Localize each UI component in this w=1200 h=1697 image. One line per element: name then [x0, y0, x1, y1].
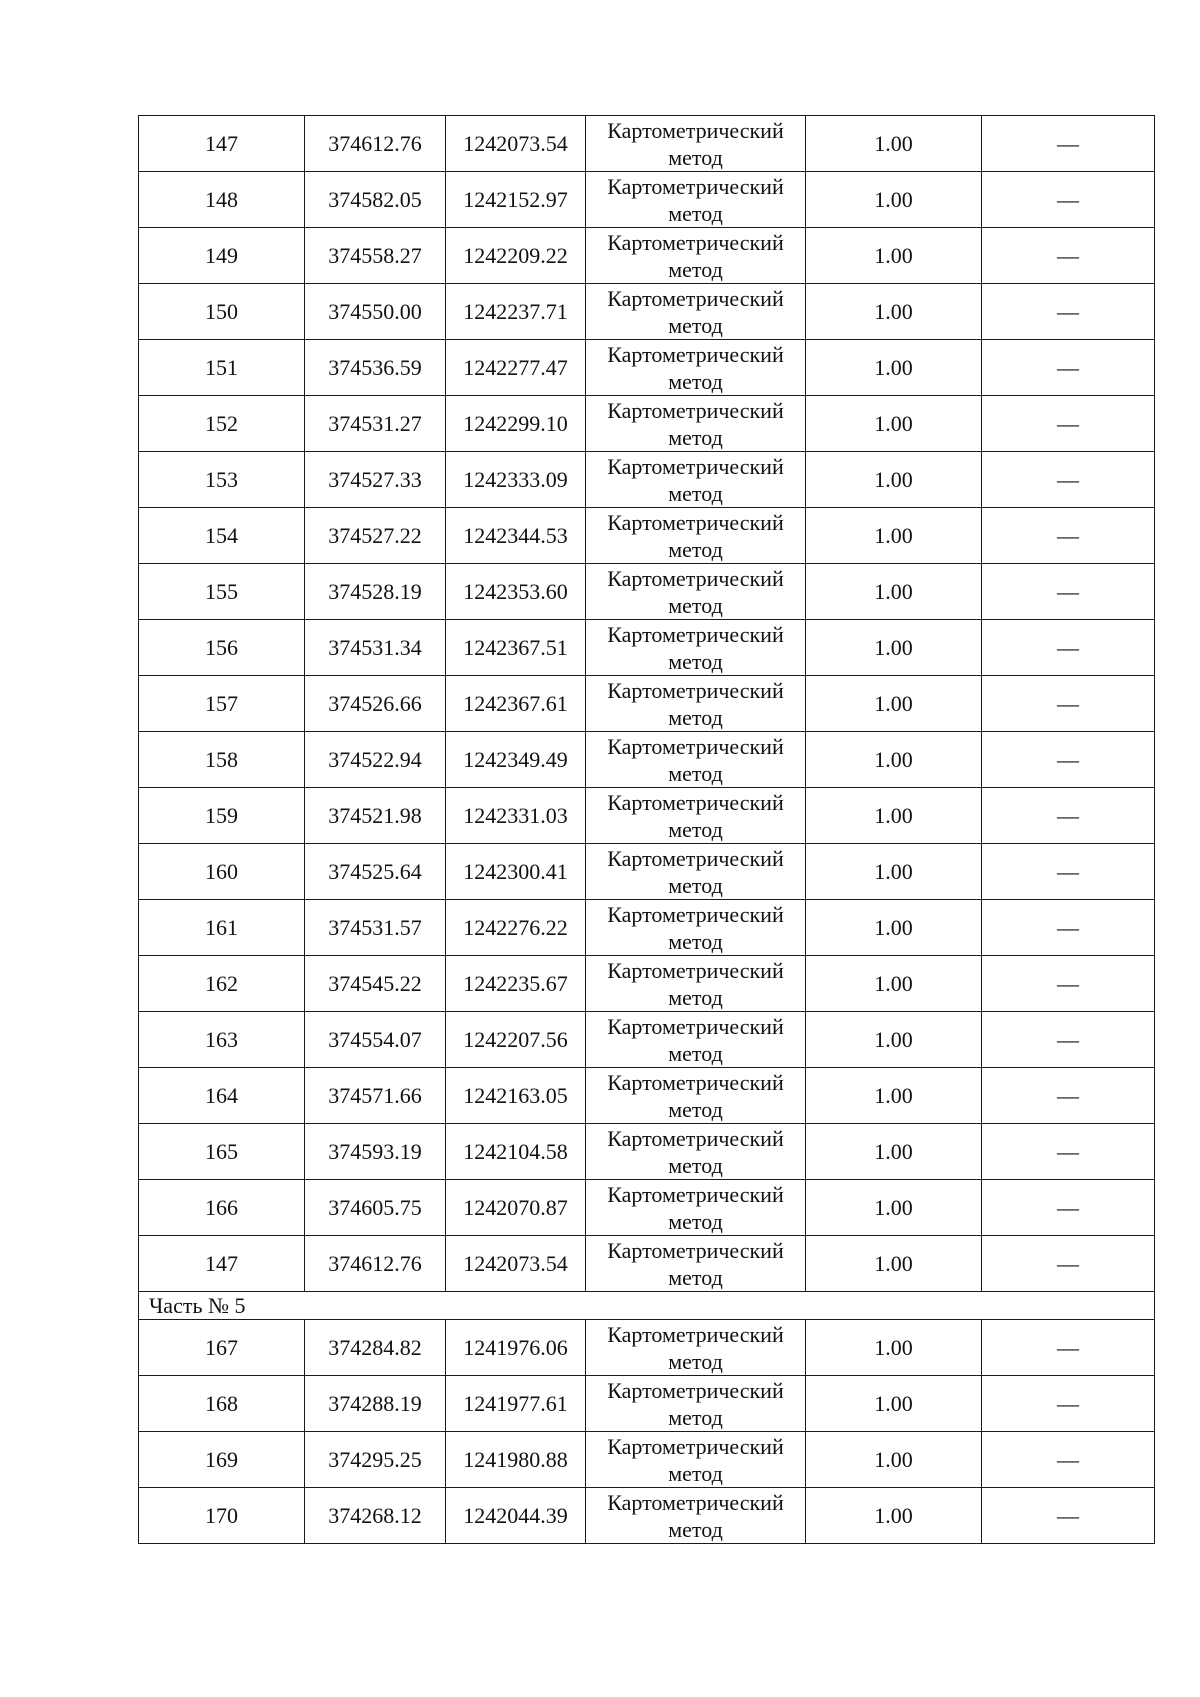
- accuracy-value: 1.00: [806, 956, 982, 1012]
- table-row: [139, 732, 1155, 788]
- coord-y: 1241980.88: [446, 1432, 586, 1488]
- description-dash: —: [982, 1236, 1155, 1292]
- method-cell: [586, 1180, 806, 1236]
- table-row: [139, 228, 1155, 284]
- accuracy-value: 1.00: [806, 900, 982, 956]
- description-dash: —: [982, 340, 1155, 396]
- coord-x: 374593.19: [305, 1124, 446, 1180]
- method-line1: Картометрический: [607, 1125, 784, 1151]
- method-line1: Картометрический: [607, 1013, 784, 1039]
- table-row: [139, 396, 1155, 452]
- table-body-part-4: [139, 116, 1155, 1292]
- method-line1: Картометрический: [607, 1181, 784, 1207]
- method-line2: метод: [668, 872, 723, 898]
- table-row: [139, 564, 1155, 620]
- method-line1: Картометрический: [607, 789, 784, 815]
- coord-x: 374526.66: [305, 676, 446, 732]
- table-row: [139, 1012, 1155, 1068]
- coord-y: 1242237.71: [446, 284, 586, 340]
- point-number: 154: [139, 508, 305, 564]
- coord-x: 374536.59: [305, 340, 446, 396]
- table-row: [139, 676, 1155, 732]
- accuracy-value: 1.00: [806, 788, 982, 844]
- point-number: 150: [139, 284, 305, 340]
- method-line1: Картометрический: [607, 285, 784, 311]
- coord-y: 1242235.67: [446, 956, 586, 1012]
- accuracy-value: 1.00: [806, 228, 982, 284]
- point-number: 149: [139, 228, 305, 284]
- method-line2: метод: [668, 1460, 723, 1486]
- table-row: [139, 788, 1155, 844]
- method-line2: метод: [668, 256, 723, 282]
- coord-y: 1242333.09: [446, 452, 586, 508]
- method-cell: [586, 564, 806, 620]
- coord-y: 1242353.60: [446, 564, 586, 620]
- method-line1: Картометрический: [607, 677, 784, 703]
- method-line1: Картометрический: [607, 621, 784, 647]
- description-dash: —: [982, 900, 1155, 956]
- point-number: 167: [139, 1320, 305, 1376]
- method-line2: метод: [668, 1348, 723, 1374]
- table-row: [139, 844, 1155, 900]
- description-dash: —: [982, 228, 1155, 284]
- method-line1: Картометрический: [607, 397, 784, 423]
- description-dash: —: [982, 564, 1155, 620]
- method-line2: метод: [668, 200, 723, 226]
- accuracy-value: 1.00: [806, 732, 982, 788]
- accuracy-value: 1.00: [806, 676, 982, 732]
- method-line1: Картометрический: [607, 1069, 784, 1095]
- coord-x: 374531.57: [305, 900, 446, 956]
- accuracy-value: 1.00: [806, 564, 982, 620]
- method-cell: [586, 1236, 806, 1292]
- table-row: [139, 116, 1155, 172]
- method-line2: метод: [668, 648, 723, 674]
- section-header-body: [139, 1292, 1155, 1320]
- description-dash: —: [982, 1068, 1155, 1124]
- method-cell: [586, 676, 806, 732]
- description-dash: —: [982, 1012, 1155, 1068]
- description-dash: —: [982, 1320, 1155, 1376]
- table-body-part-5: [139, 1320, 1155, 1544]
- coord-x: 374521.98: [305, 788, 446, 844]
- coord-y: 1242276.22: [446, 900, 586, 956]
- description-dash: —: [982, 956, 1155, 1012]
- method-line2: метод: [668, 480, 723, 506]
- method-line1: Картометрический: [607, 1237, 784, 1263]
- method-cell: [586, 284, 806, 340]
- description-dash: —: [982, 116, 1155, 172]
- method-line2: метод: [668, 144, 723, 170]
- accuracy-value: 1.00: [806, 1068, 982, 1124]
- point-number: 165: [139, 1124, 305, 1180]
- coord-x: 374284.82: [305, 1320, 446, 1376]
- coord-y: 1242367.61: [446, 676, 586, 732]
- method-cell: [586, 1488, 806, 1544]
- table-row: [139, 508, 1155, 564]
- method-line1: Картометрический: [607, 1489, 784, 1515]
- point-number: 152: [139, 396, 305, 452]
- point-number: 151: [139, 340, 305, 396]
- coord-x: 374550.00: [305, 284, 446, 340]
- coord-x: 374528.19: [305, 564, 446, 620]
- method-line1: Картометрический: [607, 173, 784, 199]
- table-row: [139, 1068, 1155, 1124]
- table-row: [139, 1180, 1155, 1236]
- point-number: 155: [139, 564, 305, 620]
- description-dash: —: [982, 1432, 1155, 1488]
- accuracy-value: 1.00: [806, 172, 982, 228]
- accuracy-value: 1.00: [806, 1124, 982, 1180]
- accuracy-value: 1.00: [806, 1012, 982, 1068]
- method-line1: Картометрический: [607, 957, 784, 983]
- coord-y: 1242299.10: [446, 396, 586, 452]
- description-dash: —: [982, 1376, 1155, 1432]
- accuracy-value: 1.00: [806, 116, 982, 172]
- method-line1: Картометрический: [607, 845, 784, 871]
- method-line1: Картометрический: [607, 901, 784, 927]
- point-number: 153: [139, 452, 305, 508]
- table-row: [139, 172, 1155, 228]
- description-dash: —: [982, 396, 1155, 452]
- accuracy-value: 1.00: [806, 284, 982, 340]
- description-dash: —: [982, 788, 1155, 844]
- method-cell: [586, 172, 806, 228]
- point-number: 168: [139, 1376, 305, 1432]
- coord-x: 374527.33: [305, 452, 446, 508]
- method-cell: [586, 844, 806, 900]
- method-cell: [586, 1068, 806, 1124]
- method-cell: [586, 1124, 806, 1180]
- method-cell: [586, 956, 806, 1012]
- coord-y: 1241977.61: [446, 1376, 586, 1432]
- method-line2: метод: [668, 816, 723, 842]
- point-number: 147: [139, 1236, 305, 1292]
- method-line2: метод: [668, 312, 723, 338]
- method-cell: [586, 788, 806, 844]
- method-line1: Картометрический: [607, 1433, 784, 1459]
- coord-y: 1242070.87: [446, 1180, 586, 1236]
- description-dash: —: [982, 620, 1155, 676]
- table-row: [139, 452, 1155, 508]
- coord-x: 374288.19: [305, 1376, 446, 1432]
- description-dash: —: [982, 172, 1155, 228]
- coord-x: 374522.94: [305, 732, 446, 788]
- point-number: 160: [139, 844, 305, 900]
- coord-x: 374612.76: [305, 116, 446, 172]
- accuracy-value: 1.00: [806, 1488, 982, 1544]
- coord-y: 1242044.39: [446, 1488, 586, 1544]
- method-line1: Картометрический: [607, 341, 784, 367]
- description-dash: —: [982, 844, 1155, 900]
- point-number: 162: [139, 956, 305, 1012]
- coord-y: 1242163.05: [446, 1068, 586, 1124]
- method-line2: метод: [668, 1516, 723, 1542]
- method-line1: Картометрический: [607, 1321, 784, 1347]
- point-number: 158: [139, 732, 305, 788]
- method-line2: метод: [668, 704, 723, 730]
- description-dash: —: [982, 1124, 1155, 1180]
- method-cell: [586, 1320, 806, 1376]
- description-dash: —: [982, 1180, 1155, 1236]
- method-line1: Картометрический: [607, 117, 784, 143]
- table-row: [139, 1320, 1155, 1376]
- section-row: [139, 1292, 1155, 1320]
- method-line1: Картометрический: [607, 565, 784, 591]
- coord-y: 1242152.97: [446, 172, 586, 228]
- coord-y: 1242104.58: [446, 1124, 586, 1180]
- point-number: 161: [139, 900, 305, 956]
- coord-x: 374531.34: [305, 620, 446, 676]
- method-line2: метод: [668, 984, 723, 1010]
- point-number: 147: [139, 116, 305, 172]
- table-row: [139, 956, 1155, 1012]
- table-row: [139, 900, 1155, 956]
- method-cell: [586, 732, 806, 788]
- coord-x: 374554.07: [305, 1012, 446, 1068]
- method-cell: [586, 452, 806, 508]
- coord-y: 1242349.49: [446, 732, 586, 788]
- method-line2: метод: [668, 1208, 723, 1234]
- point-number: 157: [139, 676, 305, 732]
- table-row: [139, 1124, 1155, 1180]
- method-cell: [586, 340, 806, 396]
- method-line2: метод: [668, 1040, 723, 1066]
- method-line2: метод: [668, 760, 723, 786]
- accuracy-value: 1.00: [806, 508, 982, 564]
- coord-x: 374527.22: [305, 508, 446, 564]
- coord-y: 1242331.03: [446, 788, 586, 844]
- method-cell: [586, 116, 806, 172]
- description-dash: —: [982, 1488, 1155, 1544]
- method-line2: метод: [668, 1152, 723, 1178]
- method-cell: [586, 396, 806, 452]
- table-row: [139, 1376, 1155, 1432]
- method-cell: [586, 1432, 806, 1488]
- method-line2: метод: [668, 1404, 723, 1430]
- coord-x: 374612.76: [305, 1236, 446, 1292]
- method-cell: [586, 1012, 806, 1068]
- accuracy-value: 1.00: [806, 1376, 982, 1432]
- point-number: 169: [139, 1432, 305, 1488]
- point-number: 166: [139, 1180, 305, 1236]
- coord-y: 1242207.56: [446, 1012, 586, 1068]
- table-row: [139, 284, 1155, 340]
- table-row: [139, 340, 1155, 396]
- accuracy-value: 1.00: [806, 340, 982, 396]
- accuracy-value: 1.00: [806, 396, 982, 452]
- coord-x: 374525.64: [305, 844, 446, 900]
- method-line2: метод: [668, 592, 723, 618]
- table-row: [139, 1432, 1155, 1488]
- point-number: 164: [139, 1068, 305, 1124]
- coord-x: 374582.05: [305, 172, 446, 228]
- point-number: 170: [139, 1488, 305, 1544]
- section-title: Часть № 5: [139, 1292, 1155, 1320]
- accuracy-value: 1.00: [806, 1236, 982, 1292]
- method-line1: Картометрический: [607, 453, 784, 479]
- method-cell: [586, 508, 806, 564]
- accuracy-value: 1.00: [806, 1180, 982, 1236]
- method-cell: [586, 900, 806, 956]
- coord-x: 374268.12: [305, 1488, 446, 1544]
- method-line2: метод: [668, 928, 723, 954]
- coord-y: 1241976.06: [446, 1320, 586, 1376]
- method-cell: [586, 228, 806, 284]
- point-number: 156: [139, 620, 305, 676]
- method-line2: метод: [668, 536, 723, 562]
- point-number: 163: [139, 1012, 305, 1068]
- coord-x: 374545.22: [305, 956, 446, 1012]
- coord-x: 374295.25: [305, 1432, 446, 1488]
- point-number: 148: [139, 172, 305, 228]
- method-line2: метод: [668, 424, 723, 450]
- coord-y: 1242344.53: [446, 508, 586, 564]
- accuracy-value: 1.00: [806, 1432, 982, 1488]
- method-line1: Картометрический: [607, 229, 784, 255]
- coord-y: 1242073.54: [446, 1236, 586, 1292]
- coord-y: 1242277.47: [446, 340, 586, 396]
- accuracy-value: 1.00: [806, 452, 982, 508]
- coord-y: 1242209.22: [446, 228, 586, 284]
- description-dash: —: [982, 676, 1155, 732]
- method-line2: метод: [668, 368, 723, 394]
- description-dash: —: [982, 452, 1155, 508]
- method-line2: метод: [668, 1264, 723, 1290]
- method-line2: метод: [668, 1096, 723, 1122]
- method-cell: [586, 620, 806, 676]
- point-number: 159: [139, 788, 305, 844]
- table-row: [139, 1236, 1155, 1292]
- table-row: [139, 1488, 1155, 1544]
- description-dash: —: [982, 732, 1155, 788]
- method-line1: Картометрический: [607, 733, 784, 759]
- accuracy-value: 1.00: [806, 1320, 982, 1376]
- coord-y: 1242300.41: [446, 844, 586, 900]
- coord-y: 1242073.54: [446, 116, 586, 172]
- coord-x: 374531.27: [305, 396, 446, 452]
- coord-x: 374571.66: [305, 1068, 446, 1124]
- accuracy-value: 1.00: [806, 844, 982, 900]
- coord-x: 374558.27: [305, 228, 446, 284]
- coordinates-table: [138, 115, 1155, 1544]
- coord-y: 1242367.51: [446, 620, 586, 676]
- method-line1: Картометрический: [607, 1377, 784, 1403]
- coord-x: 374605.75: [305, 1180, 446, 1236]
- method-cell: [586, 1376, 806, 1432]
- accuracy-value: 1.00: [806, 620, 982, 676]
- method-line1: Картометрический: [607, 509, 784, 535]
- description-dash: —: [982, 284, 1155, 340]
- description-dash: —: [982, 508, 1155, 564]
- table-row: [139, 620, 1155, 676]
